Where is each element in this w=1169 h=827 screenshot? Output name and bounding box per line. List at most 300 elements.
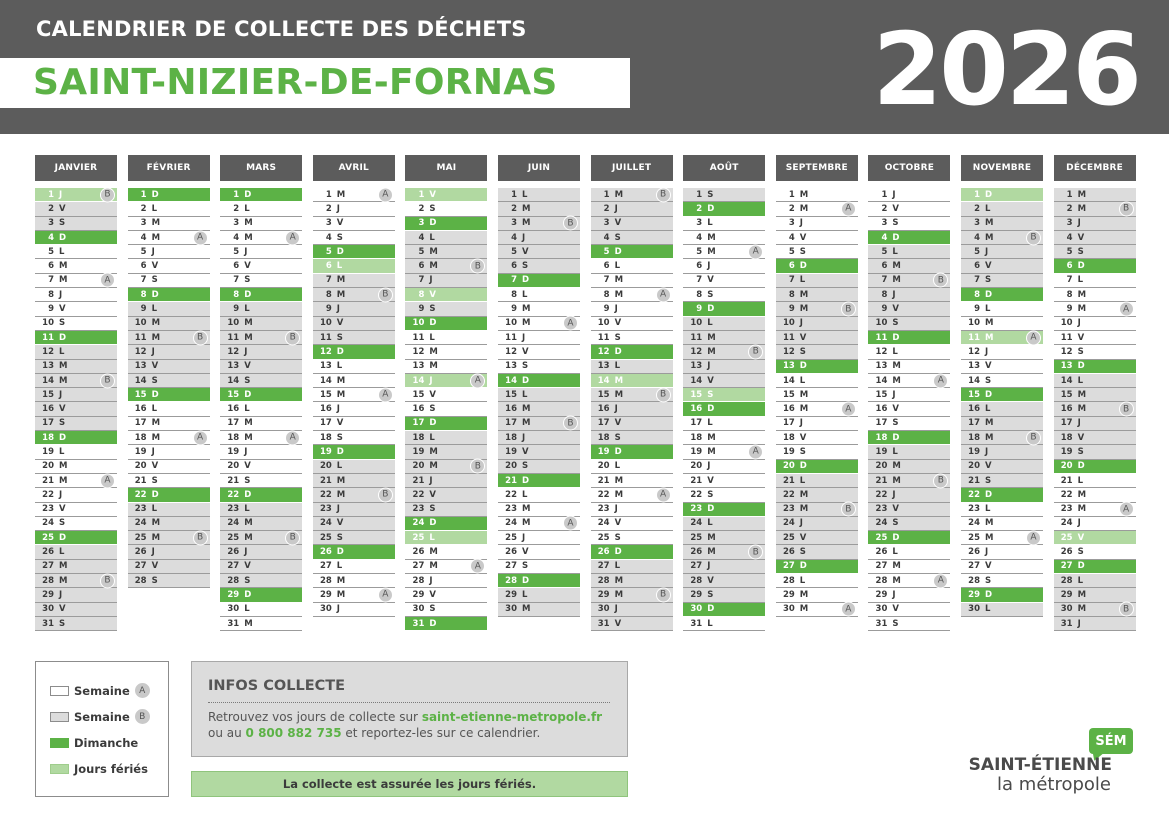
- day-number: 28: [782, 575, 795, 586]
- day-number: 27: [875, 561, 888, 572]
- logo-line-2: la métropole: [997, 774, 1111, 795]
- week-badge: A: [100, 273, 115, 288]
- day-row: [683, 431, 765, 445]
- day-row: [868, 317, 950, 331]
- week-badge: A: [656, 287, 671, 302]
- day-row: [868, 431, 950, 445]
- day-row: [405, 274, 487, 288]
- week-badge: A: [563, 316, 578, 331]
- day-letter: S: [244, 275, 251, 286]
- day-number: 31: [597, 618, 610, 629]
- day-number: 30: [319, 604, 332, 615]
- day-letter: M: [59, 361, 68, 372]
- day-letter: S: [522, 361, 529, 372]
- month-column: [498, 155, 580, 617]
- day-number: 28: [319, 575, 332, 586]
- day-letter: S: [799, 547, 806, 558]
- day-row: [868, 274, 950, 288]
- day-row: [313, 517, 395, 531]
- day-letter: M: [1077, 489, 1087, 500]
- month-header: SEPTEMBRE: [776, 155, 858, 181]
- day-number: 26: [690, 547, 703, 558]
- day-number: 5: [418, 246, 425, 257]
- day-row: [220, 545, 302, 559]
- day-row: [405, 202, 487, 216]
- day-letter: L: [614, 561, 621, 572]
- day-number: 25: [227, 532, 240, 543]
- day-row: [591, 288, 673, 302]
- day-letter: D: [985, 489, 993, 500]
- day-letter: L: [151, 504, 158, 515]
- day-letter: D: [892, 232, 900, 243]
- day-number: 29: [690, 589, 703, 600]
- day-letter: L: [985, 304, 991, 315]
- day-letter: M: [985, 432, 994, 443]
- day-number: 28: [505, 575, 517, 586]
- day-letter: D: [614, 246, 622, 257]
- day-number: 24: [968, 518, 980, 529]
- day-number: 3: [881, 218, 888, 229]
- week-badge: B: [470, 459, 485, 474]
- month-header: AOÛT: [683, 155, 765, 181]
- day-number: 4: [788, 232, 795, 243]
- day-row: [220, 560, 302, 574]
- day-letter: J: [429, 375, 433, 386]
- day-letter: M: [336, 375, 346, 386]
- day-row: [220, 374, 302, 388]
- day-row: [961, 474, 1043, 488]
- day-number: 13: [505, 361, 517, 372]
- month-column: [683, 155, 765, 631]
- day-number: 29: [1060, 589, 1073, 600]
- day-letter: M: [892, 275, 901, 286]
- day-letter: V: [429, 589, 436, 600]
- day-letter: J: [59, 489, 63, 500]
- day-letter: M: [429, 246, 438, 257]
- day-row: [868, 588, 950, 602]
- day-row: [683, 274, 765, 288]
- day-row: [1054, 417, 1136, 431]
- day-letter: L: [244, 404, 250, 415]
- day-letter: V: [522, 446, 529, 457]
- day-row: [35, 317, 117, 331]
- day-letter: M: [707, 232, 716, 243]
- day-number: 1: [1066, 189, 1073, 200]
- month-column: [868, 155, 950, 631]
- day-letter: J: [985, 547, 989, 558]
- day-number: 30: [597, 604, 610, 615]
- day-row: [961, 374, 1043, 388]
- day-number: 21: [134, 475, 147, 486]
- day-number: 7: [418, 275, 425, 286]
- day-row: [776, 374, 858, 388]
- day-row: [868, 188, 950, 202]
- day-row: [683, 331, 765, 345]
- day-letter: J: [614, 404, 618, 415]
- day-row: [220, 503, 302, 517]
- day-number: 31: [412, 618, 425, 629]
- day-row: [683, 245, 765, 259]
- day-letter: S: [429, 304, 436, 315]
- day-letter: D: [59, 332, 67, 343]
- day-number: 4: [325, 232, 332, 243]
- day-letter: M: [244, 418, 253, 429]
- day-number: 26: [227, 547, 240, 558]
- week-badge: B: [933, 273, 948, 288]
- day-row: [868, 345, 950, 359]
- day-row: [961, 188, 1043, 202]
- day-letter: D: [244, 289, 252, 300]
- month-header: OCTOBRE: [868, 155, 950, 181]
- day-letter: L: [707, 618, 713, 629]
- day-row: [1054, 588, 1136, 602]
- day-letter: S: [1077, 246, 1084, 257]
- week-badge: B: [100, 373, 115, 388]
- month-header: MAI: [405, 155, 487, 181]
- day-number: 18: [690, 432, 703, 443]
- day-list: [591, 188, 673, 631]
- day-number: 2: [696, 203, 703, 214]
- day-number: 27: [597, 561, 610, 572]
- month-header: FÉVRIER: [128, 155, 210, 181]
- day-number: 25: [505, 532, 517, 543]
- day-row: [35, 603, 117, 617]
- day-letter: J: [429, 475, 433, 486]
- day-row: [405, 417, 487, 431]
- day-row: [35, 202, 117, 216]
- day-number: 7: [233, 275, 240, 286]
- day-number: 5: [511, 246, 517, 257]
- day-row: [683, 188, 765, 202]
- day-row: [128, 331, 210, 345]
- day-row: [1054, 388, 1136, 402]
- day-letter: S: [799, 446, 806, 457]
- day-number: 12: [134, 346, 147, 357]
- day-letter: S: [151, 375, 158, 386]
- day-letter: J: [614, 304, 618, 315]
- day-letter: L: [59, 547, 65, 558]
- day-number: 9: [881, 304, 888, 315]
- day-number: 9: [418, 304, 425, 315]
- day-number: 17: [505, 418, 517, 429]
- day-number: 23: [690, 504, 703, 515]
- day-letter: S: [244, 475, 251, 486]
- month-header: MARS: [220, 155, 302, 181]
- day-letter: J: [707, 361, 711, 372]
- holiday-collection-banner: La collecte est assurée les jours fériés.: [191, 771, 628, 797]
- legend-week-a-badge: A: [135, 683, 150, 698]
- day-letter: S: [985, 575, 992, 586]
- day-number: 28: [1060, 575, 1073, 586]
- day-letter: M: [336, 289, 346, 300]
- day-row: [961, 345, 1043, 359]
- day-row: [35, 274, 117, 288]
- day-row: [313, 217, 395, 231]
- day-letter: S: [429, 203, 436, 214]
- day-number: 19: [412, 446, 425, 457]
- day-number: 3: [418, 218, 425, 229]
- day-row: [313, 603, 395, 617]
- website-link[interactable]: saint-etienne-metropole.fr: [421, 710, 603, 724]
- day-row: [868, 417, 950, 431]
- day-letter: M: [892, 475, 901, 486]
- day-row: [498, 488, 580, 502]
- day-row: [1054, 302, 1136, 316]
- day-letter: S: [59, 218, 66, 229]
- day-row: [868, 259, 950, 273]
- day-number: 20: [597, 461, 610, 472]
- day-letter: M: [244, 518, 253, 529]
- day-row: [868, 560, 950, 574]
- day-row: [498, 531, 580, 545]
- phone-number[interactable]: 0 800 882 735: [245, 726, 342, 740]
- day-number: 23: [1060, 504, 1073, 515]
- day-number: 28: [690, 575, 703, 586]
- day-letter: S: [1077, 346, 1084, 357]
- day-letter: M: [336, 489, 346, 500]
- day-number: 19: [875, 446, 888, 457]
- day-number: 24: [134, 518, 147, 529]
- day-number: 21: [782, 475, 795, 486]
- day-row: [498, 245, 580, 259]
- day-number: 23: [782, 504, 795, 515]
- day-number: 8: [603, 289, 610, 300]
- day-letter: M: [151, 232, 161, 243]
- day-letter: M: [151, 318, 161, 329]
- day-row: [498, 588, 580, 602]
- day-number: 19: [319, 446, 332, 457]
- day-number: 26: [412, 547, 425, 558]
- day-row: [961, 545, 1043, 559]
- day-number: 6: [48, 261, 54, 272]
- day-number: 19: [968, 446, 980, 457]
- week-badge: A: [841, 201, 856, 216]
- day-row: [776, 560, 858, 574]
- day-list: [683, 188, 765, 631]
- day-number: 31: [227, 618, 240, 629]
- week-badge: B: [563, 416, 578, 431]
- day-number: 17: [597, 418, 610, 429]
- day-row: [220, 488, 302, 502]
- day-row: [313, 374, 395, 388]
- day-letter: M: [522, 518, 531, 529]
- day-row: [405, 245, 487, 259]
- day-row: [961, 245, 1043, 259]
- day-number: 22: [968, 489, 980, 500]
- day-number: 5: [788, 246, 795, 257]
- day-number: 24: [227, 518, 240, 529]
- day-letter: L: [799, 575, 806, 586]
- day-letter: M: [244, 332, 253, 343]
- day-number: 11: [1060, 332, 1073, 343]
- day-number: 30: [227, 604, 240, 615]
- day-row: [35, 402, 117, 416]
- day-letter: V: [892, 604, 899, 615]
- day-number: 23: [875, 504, 888, 515]
- day-row: [776, 431, 858, 445]
- logo-badge: SÉM: [1089, 728, 1133, 754]
- day-letter: V: [429, 289, 436, 300]
- week-badge: B: [193, 330, 208, 345]
- day-row: [591, 617, 673, 631]
- day-letter: M: [799, 504, 809, 515]
- day-letter: D: [336, 246, 344, 257]
- day-letter: L: [985, 203, 991, 214]
- day-letter: M: [985, 332, 994, 343]
- day-letter: S: [59, 518, 66, 529]
- day-letter: M: [707, 432, 716, 443]
- week-badge: A: [748, 444, 763, 459]
- day-row: [405, 574, 487, 588]
- legend-week-b-label: Semaine: [74, 709, 130, 724]
- day-number: 20: [505, 461, 517, 472]
- day-row: [591, 560, 673, 574]
- day-row: [220, 331, 302, 345]
- day-row: [591, 574, 673, 588]
- day-number: 4: [511, 232, 517, 243]
- day-row: [868, 460, 950, 474]
- week-badge: B: [748, 344, 763, 359]
- day-letter: L: [429, 432, 435, 443]
- day-letter: D: [151, 289, 159, 300]
- day-number: 20: [968, 461, 980, 472]
- day-letter: M: [614, 575, 624, 586]
- day-row: [313, 302, 395, 316]
- day-letter: D: [151, 389, 159, 400]
- day-number: 14: [875, 375, 888, 386]
- day-letter: M: [614, 289, 624, 300]
- week-badge: B: [656, 387, 671, 402]
- day-letter: D: [985, 289, 993, 300]
- day-number: 13: [968, 361, 980, 372]
- day-letter: D: [336, 446, 344, 457]
- day-letter: D: [799, 261, 807, 272]
- day-letter: D: [1077, 261, 1085, 272]
- day-row: [776, 345, 858, 359]
- day-letter: V: [799, 432, 807, 443]
- day-number: 2: [140, 203, 147, 214]
- day-number: 17: [412, 418, 425, 429]
- day-row: [868, 388, 950, 402]
- day-row: [128, 531, 210, 545]
- day-letter: M: [429, 361, 438, 372]
- day-letter: M: [59, 575, 68, 586]
- day-row: [683, 302, 765, 316]
- day-letter: S: [429, 604, 436, 615]
- day-number: 25: [690, 532, 703, 543]
- day-letter: V: [336, 418, 344, 429]
- day-number: 14: [412, 375, 425, 386]
- day-row: [776, 231, 858, 245]
- day-letter: M: [985, 232, 994, 243]
- day-number: 13: [782, 361, 795, 372]
- day-row: [498, 560, 580, 574]
- day-number: 6: [418, 261, 425, 272]
- day-letter: J: [336, 404, 340, 415]
- day-row: [313, 503, 395, 517]
- day-number: 27: [412, 561, 425, 572]
- day-number: 16: [42, 404, 54, 415]
- day-row: [868, 302, 950, 316]
- day-number: 4: [233, 232, 240, 243]
- month-header: JANVIER: [35, 155, 117, 181]
- day-list: [868, 188, 950, 631]
- day-row: [868, 217, 950, 231]
- day-number: 3: [603, 218, 610, 229]
- day-row: [868, 202, 950, 216]
- day-number: 18: [227, 432, 240, 443]
- day-number: 27: [319, 561, 332, 572]
- day-number: 4: [1066, 232, 1073, 243]
- day-row: [35, 445, 117, 459]
- day-row: [1054, 374, 1136, 388]
- day-number: 12: [690, 346, 703, 357]
- day-letter: M: [429, 547, 438, 558]
- week-badge: A: [933, 573, 948, 588]
- day-letter: M: [429, 561, 438, 572]
- day-number: 9: [696, 304, 703, 315]
- day-row: [868, 488, 950, 502]
- day-number: 20: [782, 461, 795, 472]
- day-number: 16: [505, 404, 517, 415]
- day-letter: V: [59, 604, 66, 615]
- day-letter: L: [799, 375, 806, 386]
- day-row: [313, 288, 395, 302]
- day-row: [220, 259, 302, 273]
- day-number: 29: [319, 589, 332, 600]
- day-row: [776, 545, 858, 559]
- day-row: [128, 503, 210, 517]
- day-row: [35, 531, 117, 545]
- day-letter: V: [244, 261, 251, 272]
- day-row: [498, 288, 580, 302]
- week-badge: A: [563, 516, 578, 531]
- day-number: 13: [690, 361, 703, 372]
- day-letter: S: [336, 432, 343, 443]
- day-number: 11: [134, 332, 147, 343]
- day-number: 27: [690, 561, 703, 572]
- day-letter: M: [522, 404, 531, 415]
- day-row: [128, 302, 210, 316]
- day-number: 31: [42, 618, 54, 629]
- day-letter: S: [707, 289, 714, 300]
- day-number: 26: [134, 547, 147, 558]
- day-letter: S: [985, 275, 992, 286]
- day-row: [313, 417, 395, 431]
- day-letter: L: [244, 304, 250, 315]
- day-letter: J: [244, 547, 248, 558]
- month-column: [961, 155, 1043, 617]
- day-row: [220, 402, 302, 416]
- day-row: [1054, 202, 1136, 216]
- day-number: 30: [968, 604, 980, 615]
- day-row: [498, 331, 580, 345]
- day-row: [313, 188, 395, 202]
- day-row: [868, 245, 950, 259]
- day-row: [128, 288, 210, 302]
- day-letter: L: [707, 218, 713, 229]
- day-letter: V: [799, 332, 807, 343]
- day-letter: M: [244, 232, 253, 243]
- day-row: [776, 503, 858, 517]
- day-row: [868, 503, 950, 517]
- day-row: [591, 531, 673, 545]
- day-number: 22: [227, 489, 240, 500]
- day-row: [591, 345, 673, 359]
- day-row: [405, 517, 487, 531]
- day-letter: V: [614, 518, 622, 529]
- day-letter: J: [59, 189, 63, 200]
